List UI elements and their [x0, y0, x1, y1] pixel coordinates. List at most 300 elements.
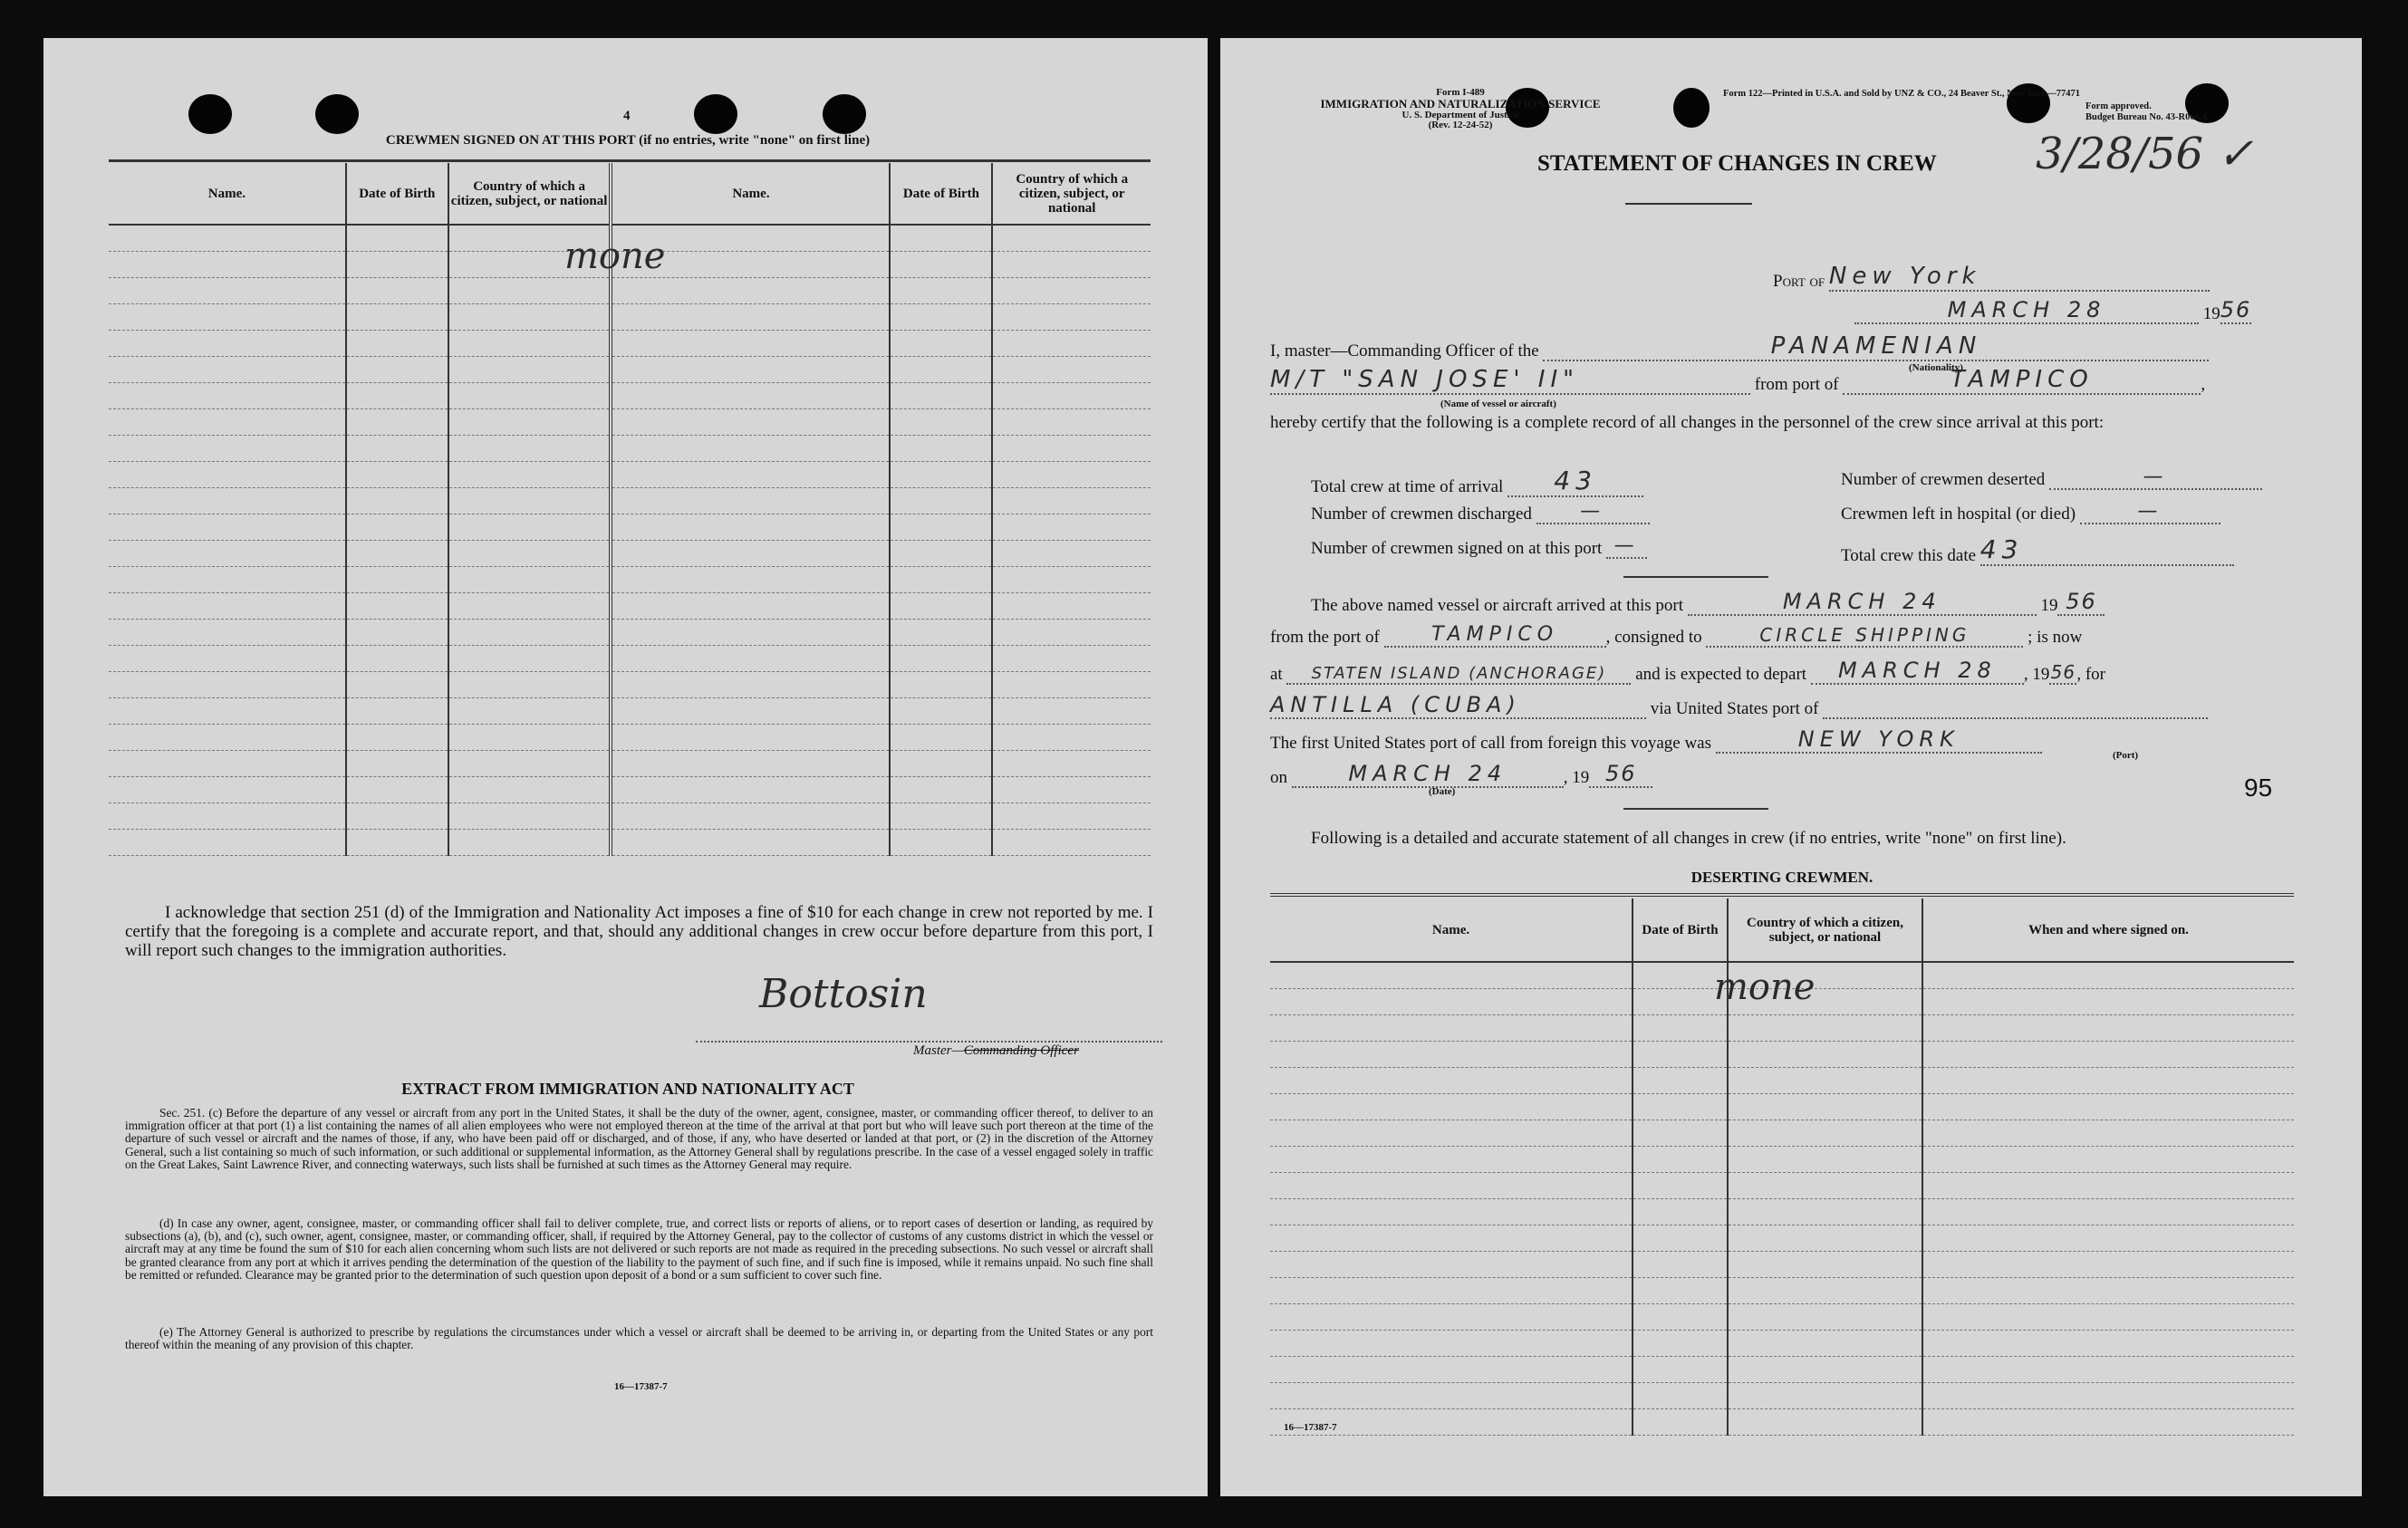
discharged-row — [1311, 500, 1650, 524]
footer-code: 16—17387-7 — [614, 1381, 668, 1392]
table-cell — [890, 802, 992, 829]
table-cell — [890, 645, 992, 671]
date-line — [1854, 297, 2251, 324]
table-row — [109, 382, 1151, 408]
vessel-line: M/T "SAN JOSE' II" from port of TAMPICO , — [1270, 366, 2206, 394]
table-cell — [1922, 1120, 2294, 1146]
table-row — [1270, 1014, 2294, 1041]
table-cell — [448, 514, 612, 540]
vessel-value: M/T "SAN JOSE' II" — [1270, 366, 1750, 395]
table-cell — [109, 225, 346, 251]
table-cell — [109, 435, 346, 461]
table-cell — [109, 619, 346, 645]
form-approved: Form approved. — [2085, 101, 2152, 111]
table-cell — [611, 330, 890, 356]
discharged-label: Number of crewmen discharged — [1311, 505, 1532, 524]
table-cell — [109, 487, 346, 514]
col-header-when-where: When and where signed on. — [1922, 899, 2294, 962]
master-caption: Master—Commanding Officer — [913, 1043, 1079, 1058]
table-row — [109, 592, 1151, 619]
master-line — [1270, 332, 2209, 361]
table-cell — [992, 408, 1151, 435]
table-cell — [992, 776, 1151, 802]
table-cell — [992, 750, 1151, 776]
table-cell — [1922, 988, 2294, 1014]
table-cell — [992, 487, 1151, 514]
table-cell — [611, 382, 890, 408]
table-cell — [1270, 1356, 1633, 1382]
col-header-country: Country of which a citizen, subject, or national — [1728, 899, 1922, 962]
table-cell — [890, 303, 992, 330]
table-cell — [109, 645, 346, 671]
table-cell — [109, 724, 346, 750]
table-cell — [1922, 1408, 2294, 1435]
table-cell — [448, 829, 612, 855]
table-cell — [346, 802, 448, 829]
table-cell — [346, 356, 448, 382]
table-cell — [1633, 1014, 1728, 1041]
table-cell — [1633, 1041, 1728, 1067]
table-cell — [346, 251, 448, 277]
master-label: Master — [913, 1043, 952, 1058]
table-cell — [448, 356, 612, 382]
table-cell — [1922, 1146, 2294, 1172]
table-cell — [1270, 1303, 1633, 1330]
punch-hole — [1673, 88, 1710, 128]
table-cell — [1922, 962, 2294, 988]
table-row — [1270, 1120, 2294, 1146]
table-cell — [448, 802, 612, 829]
year-prefix: 19 — [1572, 768, 1590, 787]
table-cell — [1728, 1330, 1922, 1356]
table-cell — [109, 461, 346, 487]
col-header-dob: Date of Birth — [346, 163, 448, 225]
table-cell — [109, 802, 346, 829]
table-cell — [1633, 1251, 1728, 1277]
col-header-name: Name. — [207, 186, 246, 201]
arrived-year: 56 — [2057, 589, 2105, 616]
table-cell — [1633, 1172, 1728, 1198]
table-cell — [1728, 1408, 1922, 1435]
table-cell — [448, 645, 612, 671]
table-cell — [1633, 1382, 1728, 1408]
table-cell — [1270, 1277, 1633, 1303]
date-caption: (Date) — [1429, 786, 1456, 797]
table-cell — [890, 776, 992, 802]
form-title: STATEMENT OF CHANGES IN CREW — [1537, 151, 1937, 176]
table-cell — [1728, 1172, 1922, 1198]
total-date-label: Total crew this date — [1841, 546, 1977, 565]
table-cell — [1270, 1120, 1633, 1146]
department-name: U. S. Department of Justice — [1401, 110, 1519, 120]
table-cell — [1270, 962, 1633, 988]
table-cell — [611, 697, 890, 724]
table-cell — [1922, 1382, 2294, 1408]
table-cell — [992, 619, 1151, 645]
table-cell — [611, 724, 890, 750]
table-cell — [109, 277, 346, 303]
col-header-country: Country of which a citizen, subject, or national — [448, 163, 612, 225]
table-cell — [346, 330, 448, 356]
punch-hole — [694, 94, 737, 134]
table-cell — [448, 303, 612, 330]
table-cell — [346, 671, 448, 697]
table-cell — [109, 697, 346, 724]
master-signature: Bottosin — [759, 971, 928, 1017]
table-cell — [1728, 1251, 1922, 1277]
table-row — [109, 802, 1151, 829]
from-port-line: from the port of TAMPICO , consigned to CIRCLE SHIPPING ; is now — [1270, 623, 2083, 647]
table-cell — [1922, 1172, 2294, 1198]
table-cell — [890, 514, 992, 540]
table-row — [109, 671, 1151, 697]
table-cell — [346, 829, 448, 855]
table-cell — [448, 619, 612, 645]
table-cell — [1922, 1251, 2294, 1277]
table-cell — [1270, 1251, 1633, 1277]
certify-text: hereby certify that the following is a complete record of all changes in the personnel of the crew since arrival at this port: — [1270, 413, 2105, 432]
table-row — [1270, 1330, 2294, 1356]
table-cell — [611, 776, 890, 802]
port-caption: (Port) — [2113, 750, 2139, 761]
total-arrival-row — [1311, 466, 1643, 497]
table-cell — [890, 330, 992, 356]
table-cell — [1270, 1041, 1633, 1067]
on-label: on — [1270, 768, 1287, 787]
table-cell — [448, 566, 612, 592]
deserted-label: Number of crewmen deserted — [1841, 470, 2046, 489]
table-cell — [448, 724, 612, 750]
table-cell — [1270, 1014, 1633, 1041]
table-cell — [1728, 1198, 1922, 1225]
date-value: MARCH 28 — [1854, 297, 2199, 324]
table-cell — [346, 382, 448, 408]
table-row — [1270, 1251, 2294, 1277]
table-cell — [1270, 1382, 1633, 1408]
table-row — [1270, 1198, 2294, 1225]
on-value: MARCH 24 — [1292, 761, 1564, 788]
table-cell — [611, 592, 890, 619]
hospital-row — [1841, 500, 2220, 524]
expected-label: and is expected to depart — [1635, 665, 1807, 684]
section-rule — [1623, 808, 1768, 810]
table-row — [1270, 1041, 2294, 1067]
table-row — [109, 408, 1151, 435]
table-cell — [109, 514, 346, 540]
table-cell — [1633, 1303, 1728, 1330]
table-cell — [1922, 1303, 2294, 1330]
table-cell — [611, 514, 890, 540]
table-cell — [890, 566, 992, 592]
port-of-line — [1773, 263, 2210, 292]
table-cell — [1922, 1067, 2294, 1093]
table-cell — [1922, 1225, 2294, 1251]
table-cell — [611, 619, 890, 645]
table-row — [109, 303, 1151, 330]
table-cell — [611, 435, 890, 461]
table-cell — [1633, 1093, 1728, 1120]
table-cell — [346, 645, 448, 671]
table-cell — [1270, 1146, 1633, 1172]
table-cell — [448, 697, 612, 724]
table-cell — [890, 750, 992, 776]
table-row — [1270, 1408, 2294, 1435]
table-row — [1270, 1303, 2294, 1330]
table-cell — [1270, 1225, 1633, 1251]
table-cell — [346, 487, 448, 514]
table-cell — [1728, 1382, 1922, 1408]
from-port-value: TAMPICO — [1843, 366, 2201, 395]
table-cell — [109, 303, 346, 330]
table-row — [109, 487, 1151, 514]
section-251-d: (d) In case any owner, agent, consignee, master, or commanding officer shall fail to deliver complete, true, and correct lists or reports of aliens, or to report cases of desertion or landing, as required by subsections (a), (b), and (c), such owner, agent, consignee, master, or commanding officer, shall, if required by the Attorney General, pay to the collector of customs of any customs district in which the vessel or aircraft may at any time be found the sum of $10 for each alien concerning whom such lists are not delivered or such reports are not made as required in the preceding subsections. No such vessel or aircraft shall be granted clearance from any port at which it arrives pending the determination of the question of the liability to the payment of such fine, and if such fine is imposed, while it remains unpaid. No such fine shall be remitted or refunded. Clearance may be granted prior to the determination of such question upon deposit of a bond or a sum sufficient to cover such fine. — [125, 1216, 1153, 1282]
at-line: at STATEN ISLAND (ANCHORAGE) and is expected to depart MARCH 28 , 1956, for — [1270, 658, 2105, 684]
footer-code: 16—17387-7 — [1284, 1422, 1337, 1433]
table-cell — [611, 645, 890, 671]
table-cell — [992, 303, 1151, 330]
table-cell — [890, 671, 992, 697]
table-cell — [1728, 1146, 1922, 1172]
col-header-country: Country of which a citizen, subject, or national — [992, 163, 1151, 225]
table-cell — [992, 802, 1151, 829]
table-row — [109, 776, 1151, 802]
table-cell — [992, 356, 1151, 382]
table-row — [1270, 1356, 2294, 1382]
table-cell — [448, 435, 612, 461]
table-cell — [346, 277, 448, 303]
table-cell — [109, 382, 346, 408]
table-cell — [1728, 1356, 1922, 1382]
table-cell — [1270, 988, 1633, 1014]
table-cell — [611, 566, 890, 592]
table-cell — [992, 382, 1151, 408]
table-cell — [890, 619, 992, 645]
table-cell — [346, 776, 448, 802]
agency-name: IMMIGRATION AND NATURALIZATION SERVICE — [1320, 97, 1601, 111]
table-cell — [1922, 1277, 2294, 1303]
table-cell — [109, 671, 346, 697]
table-cell — [448, 408, 612, 435]
table-cell — [346, 303, 448, 330]
signed-on-label: Number of crewmen signed on at this port — [1311, 539, 1603, 558]
for-label: , for — [2076, 665, 2105, 684]
none-entry: mone — [564, 235, 666, 277]
table-cell — [448, 592, 612, 619]
col-header-name: Name. — [1431, 922, 1470, 937]
table-row — [109, 619, 1151, 645]
table-cell — [992, 461, 1151, 487]
col-header-name: Name. — [611, 163, 890, 225]
table-cell — [1270, 1067, 1633, 1093]
consigned-label: consigned to — [1614, 628, 1702, 647]
consigned-value: CIRCLE SHIPPING — [1706, 624, 2023, 648]
year-value: 56 — [2220, 297, 2252, 322]
table-row — [109, 356, 1151, 382]
revision-date: (Rev. 12-24-52) — [1428, 120, 1493, 130]
table-cell — [448, 540, 612, 566]
table-cell — [346, 514, 448, 540]
table-cell — [992, 645, 1151, 671]
table-cell — [448, 776, 612, 802]
from-port-of-label: from the port of — [1270, 628, 1380, 647]
table-row — [1270, 1382, 2294, 1408]
discharged-value: — — [1536, 500, 1650, 524]
table-row — [109, 724, 1151, 750]
title-rule — [1625, 203, 1752, 205]
right-form-page — [1220, 38, 2362, 1496]
year-prefix: 19 — [2032, 665, 2050, 684]
table-cell — [1633, 1120, 1728, 1146]
table-cell — [109, 566, 346, 592]
arrived-line — [1311, 589, 2105, 616]
table-cell — [611, 356, 890, 382]
total-date-row — [1841, 534, 2234, 566]
deserted-row — [1841, 466, 2262, 490]
col-header-dob: Date of Birth — [1633, 899, 1728, 962]
table-cell — [109, 356, 346, 382]
table-cell — [1922, 1356, 2294, 1382]
table-row — [109, 829, 1151, 855]
table-cell — [109, 408, 346, 435]
table-cell — [1728, 1041, 1922, 1067]
table-cell — [109, 540, 346, 566]
first-port-value: NEW YORK — [1716, 726, 2042, 754]
table-row — [1270, 1146, 2294, 1172]
punch-hole — [823, 94, 866, 134]
table-cell — [1633, 1146, 1728, 1172]
col-header-dob: Date of Birth — [890, 163, 992, 225]
table-cell — [992, 566, 1151, 592]
table-cell — [346, 225, 448, 251]
table-cell — [346, 724, 448, 750]
acknowledgement-text: I acknowledge that section 251 (d) of the Immigration and Nationality Act imposes a fine of $10 for each change in crew not reported by me. I certify that the foregoing is a complete and accurate report, and that, should any additional changes in crew occur before departure from this port, I will report such changes to the immigration authorities. — [125, 903, 1153, 960]
total-arrival-value: 43 — [1507, 466, 1643, 497]
deserting-heading: DESERTING CREWMEN. — [1690, 869, 1873, 886]
heading-rule — [1270, 893, 2294, 897]
table-row — [109, 566, 1151, 592]
table-cell — [992, 671, 1151, 697]
table-cell — [992, 330, 1151, 356]
table-cell — [611, 540, 890, 566]
table-cell — [890, 382, 992, 408]
total-arrival-label: Total crew at time of arrival — [1311, 477, 1504, 496]
table-cell — [1633, 1225, 1728, 1251]
signed-on-row — [1311, 534, 1647, 559]
table-cell — [109, 776, 346, 802]
table-cell — [109, 330, 346, 356]
table-row — [109, 540, 1151, 566]
arrived-value: MARCH 24 — [1688, 589, 2037, 616]
table-row — [109, 277, 1151, 303]
table-cell — [992, 435, 1151, 461]
at-value: STATEN ISLAND (ANCHORAGE) — [1286, 664, 1631, 685]
table-cell — [448, 382, 612, 408]
table-cell — [890, 592, 992, 619]
nationality-value: PANAMENIAN — [1543, 332, 2209, 361]
table-cell — [1728, 1120, 1922, 1146]
table-cell — [346, 697, 448, 724]
table-cell — [1922, 1330, 2294, 1356]
table-cell — [1633, 1277, 1728, 1303]
table-cell — [890, 435, 992, 461]
table-cell — [890, 487, 992, 514]
table-cell — [992, 697, 1151, 724]
port-of-label: Port of — [1773, 272, 1825, 291]
table-cell — [992, 277, 1151, 303]
table-cell — [890, 251, 992, 277]
table-cell — [992, 225, 1151, 251]
table-cell — [346, 540, 448, 566]
from-port-label: from port of — [1754, 375, 1839, 394]
table-cell — [346, 461, 448, 487]
table-cell — [1728, 1303, 1922, 1330]
first-port-text: The first United States port of call from foreign this voyage was — [1270, 734, 1712, 753]
signed-on-heading: CREWMEN SIGNED ON AT THIS PORT (if no entries, write "none" on first line) — [385, 133, 871, 148]
table-row — [1270, 1172, 2294, 1198]
page-number: 4 — [623, 109, 631, 123]
section-251-e: (e) The Attorney General is authorized to prescribe by regulations the circumstances under which a vessel or aircraft shall be deemed to be arriving in, or departing from the United States or any port thereof within the meaning of any provision of this chapter. — [125, 1325, 1153, 1352]
none-entry: mone — [1714, 966, 1816, 1008]
table-cell — [1922, 1041, 2294, 1067]
hospital-label: Crewmen left in hospital (or died) — [1841, 505, 2076, 524]
table-cell — [611, 461, 890, 487]
table-cell — [1922, 1014, 2294, 1041]
table-cell — [1633, 1067, 1728, 1093]
table-cell — [346, 566, 448, 592]
table-cell — [1922, 1198, 2294, 1225]
table-cell — [109, 592, 346, 619]
table-cell — [890, 829, 992, 855]
following-text: Following is a detailed and accurate statement of all changes in crew (if no entries, write "none" on first line). — [1311, 829, 2066, 848]
table-row — [1270, 1093, 2294, 1120]
on-year: 56 — [1589, 761, 1652, 788]
total-date-value: 43 — [1980, 534, 2234, 566]
table-cell — [1633, 1330, 1728, 1356]
table-cell — [890, 356, 992, 382]
table-cell — [1270, 1093, 1633, 1120]
punch-hole — [315, 94, 359, 134]
table-cell — [1922, 1093, 2294, 1120]
table-cell — [1633, 1408, 1728, 1435]
master-prefix: I, master—Commanding Officer of the — [1270, 341, 1539, 360]
table-cell — [448, 487, 612, 514]
deserted-value: — — [2049, 466, 2262, 490]
table-cell — [992, 592, 1151, 619]
table-cell — [890, 724, 992, 750]
section-rule — [1623, 576, 1768, 578]
table-cell — [992, 724, 1151, 750]
table-row — [109, 514, 1151, 540]
table-cell — [346, 619, 448, 645]
section-251-c: Sec. 251. (c) Before the departure of any vessel or aircraft from any port in the United States, it shall be the duty of the owner, agent, consignee, master, or commanding officer thereof, to deliver to an immigration officer at that port (1) a list containing the names of all alien employees who were not employed thereon at the time of the arrival at that port but who will leave such port thereon at the time of the departure of such vessel or aircraft and the names of those, if any, who have been paid off or discharged, and of those, if any, who have deserted or landed at that port, or (2) in the discretion of the Attorney General, such a list containing so much of such information, or such additional or supplemental information, as the Attorney General shall by regulations prescribe. In the case of a vessel engaged solely in traffic on the Great Lakes, Saint Lawrence River, and connecting waterways, such lists shall be furnished at such times as the Attorney General may require. — [125, 1106, 1153, 1171]
budget-approval — [2085, 101, 2209, 123]
table-cell — [109, 251, 346, 277]
table-row — [109, 435, 1151, 461]
handwritten-date: 3/28/56 ✓ — [2036, 129, 2254, 179]
table-cell — [890, 225, 992, 251]
table-cell — [992, 514, 1151, 540]
hospital-value: — — [2080, 500, 2220, 524]
via-label: via United States port of — [1650, 699, 1819, 718]
table-cell — [109, 750, 346, 776]
table-cell — [611, 408, 890, 435]
table-cell — [1270, 1198, 1633, 1225]
table-cell — [1728, 1225, 1922, 1251]
port-of-value: New York — [1829, 263, 2210, 292]
table-cell — [1633, 1198, 1728, 1225]
destination-value: ANTILLA (CUBA) — [1270, 692, 1646, 719]
printer-line: Form 122—Printed in U.S.A. and Sold by UNZ & CO., 24 Beaver St., New York—77471 — [1723, 89, 2081, 99]
